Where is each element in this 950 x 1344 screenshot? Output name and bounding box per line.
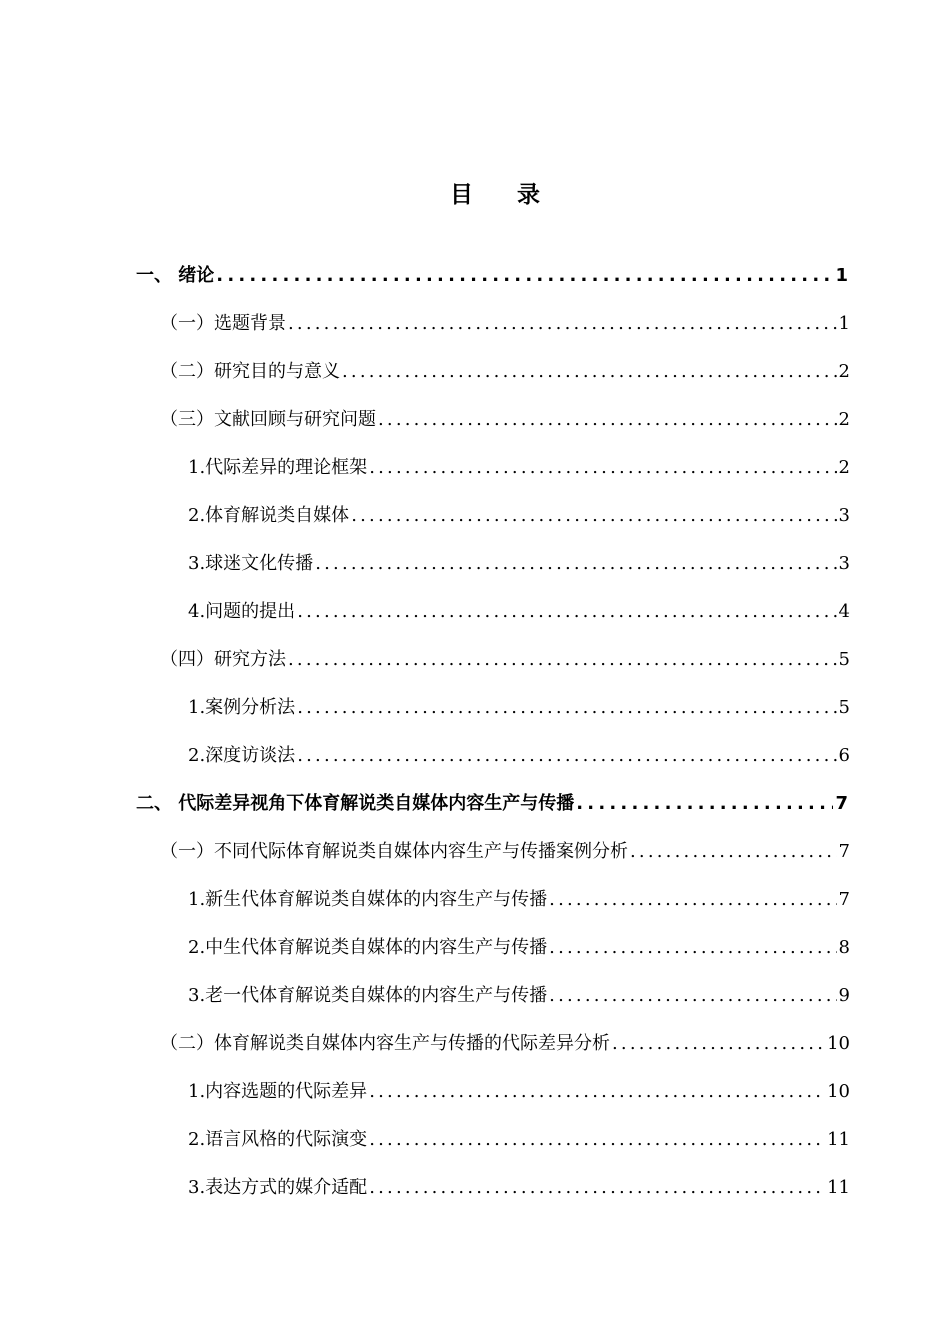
toc-entry-label: 2.体育解说类自媒体 — [188, 505, 350, 526]
toc-entry-label: 2.深度访谈法 — [188, 745, 296, 766]
toc-page-number: 7 — [838, 841, 850, 862]
toc-page-number: 6 — [838, 745, 850, 766]
toc-leader-dots — [342, 358, 837, 386]
toc-entry-subsection[interactable] — [188, 550, 850, 578]
toc-entry-section[interactable] — [160, 838, 850, 866]
toc-entry-subsection[interactable] — [188, 982, 850, 1010]
toc-entry-label: （二）体育解说类自媒体内容生产与传播的代际差异分析 — [160, 1033, 610, 1054]
toc-leader-dots — [297, 694, 836, 722]
toc-entry-label: 4.问题的提出 — [188, 601, 296, 622]
toc-page-number: 7 — [838, 889, 850, 910]
toc-entry-section[interactable] — [160, 310, 850, 338]
toc-entry-subsection[interactable] — [188, 502, 850, 530]
toc-page-number: 3 — [838, 553, 850, 574]
toc-entry-subsection[interactable] — [188, 598, 850, 626]
toc-page-number: 3 — [838, 505, 850, 526]
toc-leader-dots — [369, 1078, 825, 1106]
toc-entry-label: 3.老一代体育解说类自媒体的内容生产与传播 — [188, 985, 548, 1006]
toc-entry-label: （二）研究目的与意义 — [160, 361, 340, 382]
toc-entry-subsection[interactable] — [188, 934, 850, 962]
toc-entry-label: （一）选题背景 — [160, 313, 286, 334]
toc-page-number: 10 — [827, 1033, 850, 1054]
title-char-left: 目 — [450, 182, 473, 208]
toc-entry-label: 2.中生代体育解说类自媒体的内容生产与传播 — [188, 937, 548, 958]
toc-leader-dots — [351, 502, 836, 530]
toc-page-number: 7 — [835, 793, 848, 814]
toc-leader-dots — [378, 406, 837, 434]
toc-entry-section[interactable] — [160, 358, 850, 386]
toc-leader-dots — [576, 790, 833, 818]
toc-page-number: 2 — [838, 409, 850, 430]
toc-leader-dots — [297, 742, 836, 770]
toc-entry-section[interactable] — [160, 1030, 850, 1058]
toc-entry-label: 3.表达方式的媒介适配 — [188, 1177, 368, 1198]
toc-entry-label: 3.球迷文化传播 — [188, 553, 314, 574]
toc-entry-subsection[interactable] — [188, 1078, 850, 1106]
toc-entry-subsection[interactable] — [188, 694, 850, 722]
toc-page-number: 9 — [838, 985, 850, 1006]
toc-entry-subsection[interactable] — [188, 742, 850, 770]
toc-entry-label: 1.内容选题的代际差异 — [188, 1081, 368, 1102]
toc-page-number: 11 — [827, 1177, 850, 1198]
toc-page-number: 8 — [838, 937, 850, 958]
toc-leader-dots — [288, 646, 837, 674]
toc-entry-label: 2.语言风格的代际演变 — [188, 1129, 368, 1150]
toc-entry-subsection[interactable] — [188, 886, 850, 914]
title-char-right: 录 — [517, 182, 540, 208]
toc-entry-label: 1.代际差异的理论框架 — [188, 457, 368, 478]
toc-leader-dots — [630, 838, 837, 866]
toc-entry-section[interactable] — [160, 646, 850, 674]
toc-entry-label: 1.案例分析法 — [188, 697, 296, 718]
toc-page-number: 4 — [838, 601, 850, 622]
toc-leader-dots — [549, 934, 836, 962]
toc-entry-subsection[interactable] — [188, 1126, 850, 1154]
toc-leader-dots — [369, 454, 836, 482]
toc-page-number: 5 — [838, 697, 850, 718]
toc-leader-dots — [612, 1030, 825, 1058]
page-title — [0, 176, 950, 209]
toc-entry-label: （三）文献回顾与研究问题 — [160, 409, 376, 430]
toc-leader-dots — [288, 310, 837, 338]
toc-page-number: 2 — [838, 457, 850, 478]
toc-entry-label: 一、 绪论 — [136, 265, 215, 286]
toc-entry-label: 二、 代际差异视角下体育解说类自媒体内容生产与传播 — [136, 793, 575, 814]
toc-page-number: 2 — [838, 361, 850, 382]
toc-page-number: 11 — [827, 1129, 850, 1150]
toc-entry-subsection[interactable] — [188, 1174, 850, 1202]
toc-entry-label: （四）研究方法 — [160, 649, 286, 670]
toc-entry-subsection[interactable] — [188, 454, 850, 482]
toc-leader-dots — [315, 550, 836, 578]
toc-entry-chapter-2[interactable] — [136, 790, 848, 818]
toc-leader-dots — [369, 1174, 825, 1202]
toc-entry-section[interactable] — [160, 406, 850, 434]
toc-entry-chapter-1[interactable] — [136, 262, 848, 290]
toc-leader-dots — [369, 1126, 825, 1154]
toc-leader-dots — [216, 262, 833, 290]
toc-entry-label: 1.新生代体育解说类自媒体的内容生产与传播 — [188, 889, 548, 910]
toc-page-number: 5 — [838, 649, 850, 670]
toc-leader-dots — [549, 886, 836, 914]
toc-leader-dots — [549, 982, 836, 1010]
toc-page-number: 1 — [838, 313, 850, 334]
toc-leader-dots — [297, 598, 836, 626]
toc-page-number: 10 — [827, 1081, 850, 1102]
toc-entry-label: （一）不同代际体育解说类自媒体内容生产与传播案例分析 — [160, 841, 628, 862]
toc-page-number: 1 — [835, 265, 848, 286]
